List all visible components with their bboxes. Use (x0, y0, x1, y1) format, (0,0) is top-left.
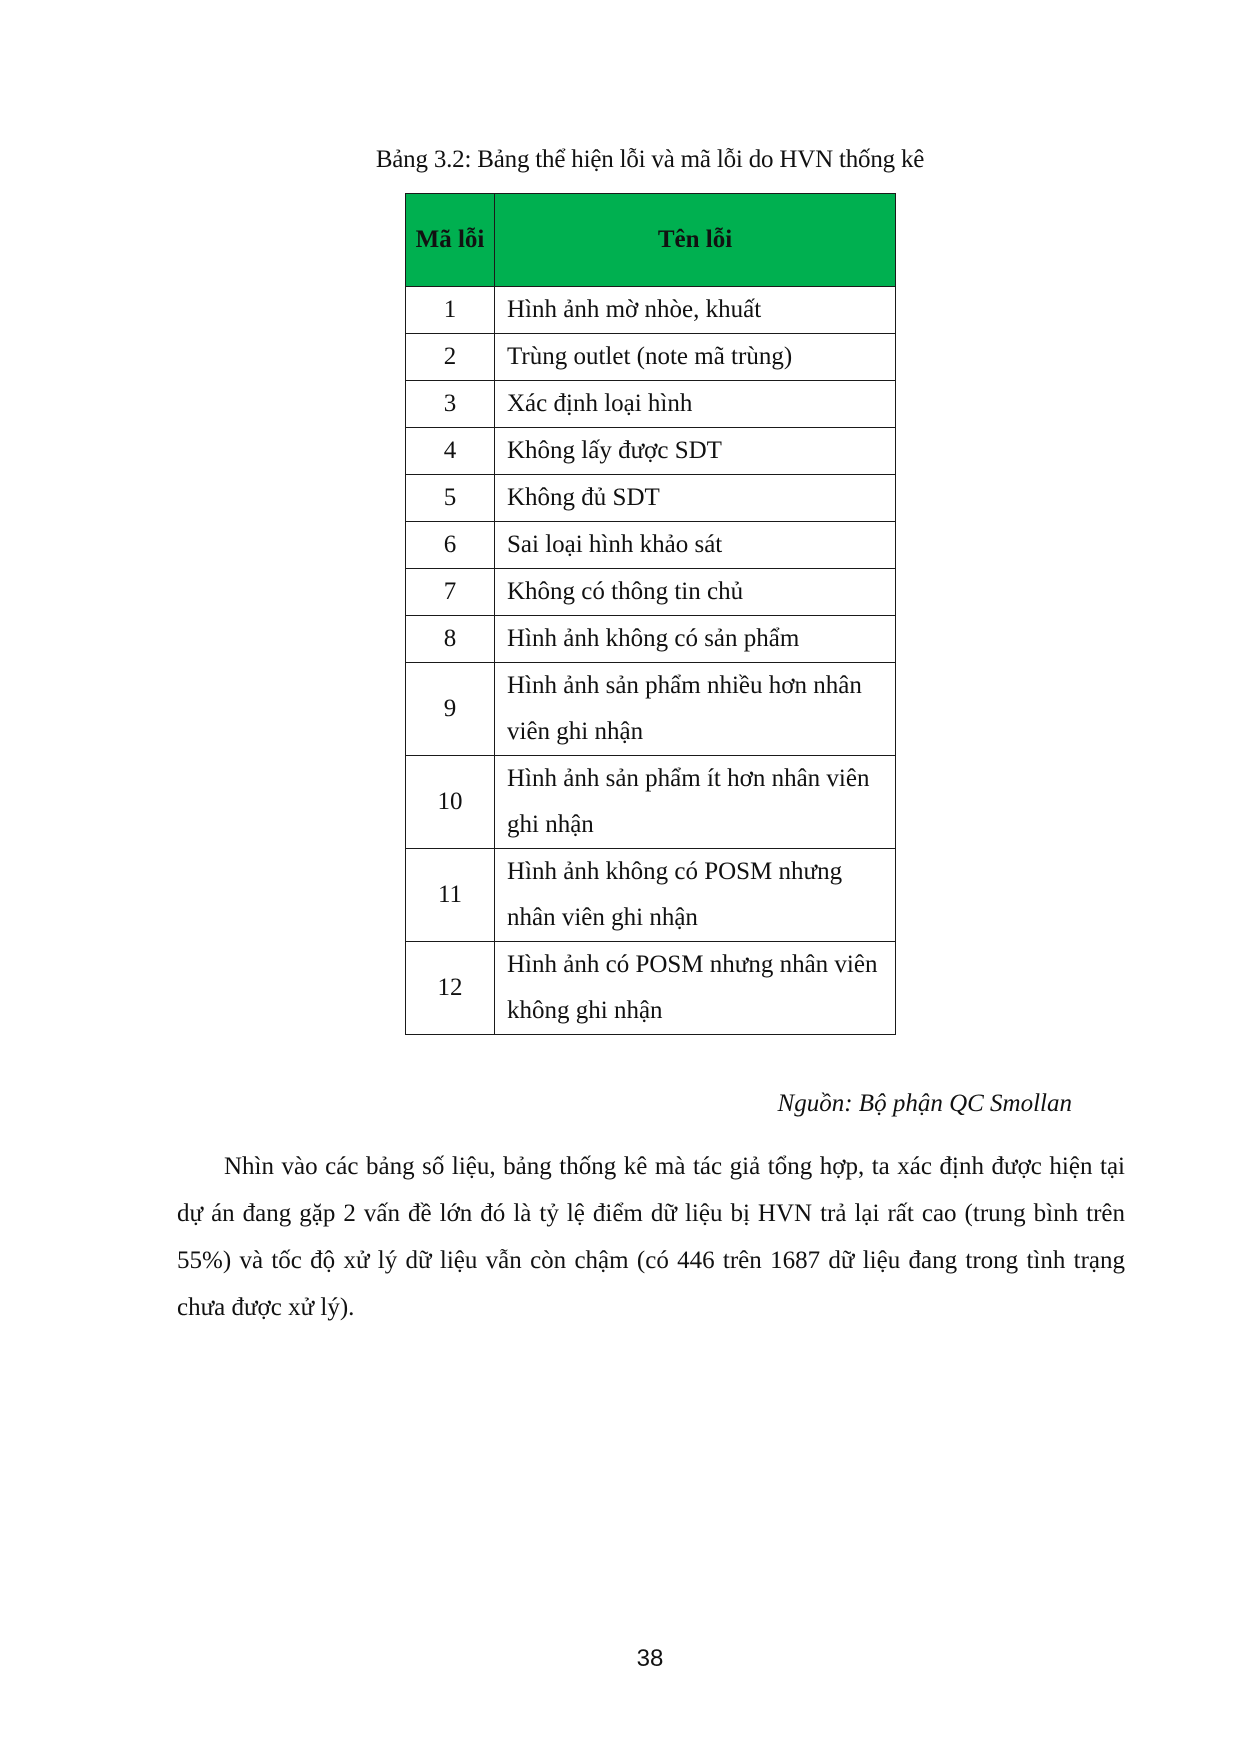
body-paragraph: Nhìn vào các bảng số liệu, bảng thống kê mà tác giả tổng hợp, ta xác định được hiện tại dự án đang gặp 2 vấn đề lớn đó là tỷ lệ điểm dữ liệu bị HVN trả lại rất cao (trung bình trên 55%) và tốc độ xử lý dữ liệu vẫn còn chậm (có 446 trên 1687 dữ liệu đang trong tình trạng chưa được xử lý). (177, 1153, 1125, 1321)
error-code-cell: 11 (406, 849, 495, 942)
error-name-cell: Không lấy được SDT (495, 428, 896, 475)
error-code-cell: 9 (406, 663, 495, 756)
table-row (406, 475, 896, 522)
table-row (406, 334, 896, 381)
error-code-cell: 4 (406, 428, 495, 475)
table-row (406, 616, 896, 663)
table-row (406, 569, 896, 616)
error-name-cell: Xác định loại hình (495, 381, 896, 428)
error-name-cell: Không có thông tin chủ (495, 569, 896, 616)
table-row (406, 287, 896, 334)
page-number: 38 (636, 1645, 664, 1672)
error-name-cell: Sai loại hình khảo sát (495, 522, 896, 569)
table-row (406, 756, 896, 849)
table-row (406, 849, 896, 942)
error-name-cell: Hình ảnh sản phẩm ít hơn nhân viên ghi nhận (495, 756, 896, 849)
table-row (406, 381, 896, 428)
table-row (406, 428, 896, 475)
source-note: Nguồn: Bộ phận QC Smollan (777, 1090, 1072, 1117)
error-code-cell: 3 (406, 381, 495, 428)
table-header-row (406, 194, 896, 287)
error-name-cell: Không đủ SDT (495, 475, 896, 522)
table-row (406, 522, 896, 569)
header-error-code: Mã lỗi (406, 194, 495, 287)
error-code-table (405, 193, 896, 1035)
error-code-cell: 6 (406, 522, 495, 569)
error-code-cell: 5 (406, 475, 495, 522)
error-code-cell: 2 (406, 334, 495, 381)
error-name-cell: Trùng outlet (note mã trùng) (495, 334, 896, 381)
error-name-cell: Hình ảnh sản phẩm nhiều hơn nhân viên ghi nhận (495, 663, 896, 756)
error-name-cell: Hình ảnh không có sản phẩm (495, 616, 896, 663)
table-row (406, 942, 896, 1035)
error-code-cell: 7 (406, 569, 495, 616)
error-code-cell: 8 (406, 616, 495, 663)
error-name-cell: Hình ảnh không có POSM nhưng nhân viên ghi nhận (495, 849, 896, 942)
error-code-cell: 12 (406, 942, 495, 1035)
error-name-cell: Hình ảnh mờ nhòe, khuất (495, 287, 896, 334)
header-error-name: Tên lỗi (495, 194, 896, 287)
error-code-cell: 10 (406, 756, 495, 849)
error-code-cell: 1 (406, 287, 495, 334)
error-name-cell: Hình ảnh có POSM nhưng nhân viên không ghi nhận (495, 942, 896, 1035)
table-row (406, 663, 896, 756)
table-caption: Bảng 3.2: Bảng thể hiện lỗi và mã lỗi do HVN thống kê (375, 146, 925, 173)
